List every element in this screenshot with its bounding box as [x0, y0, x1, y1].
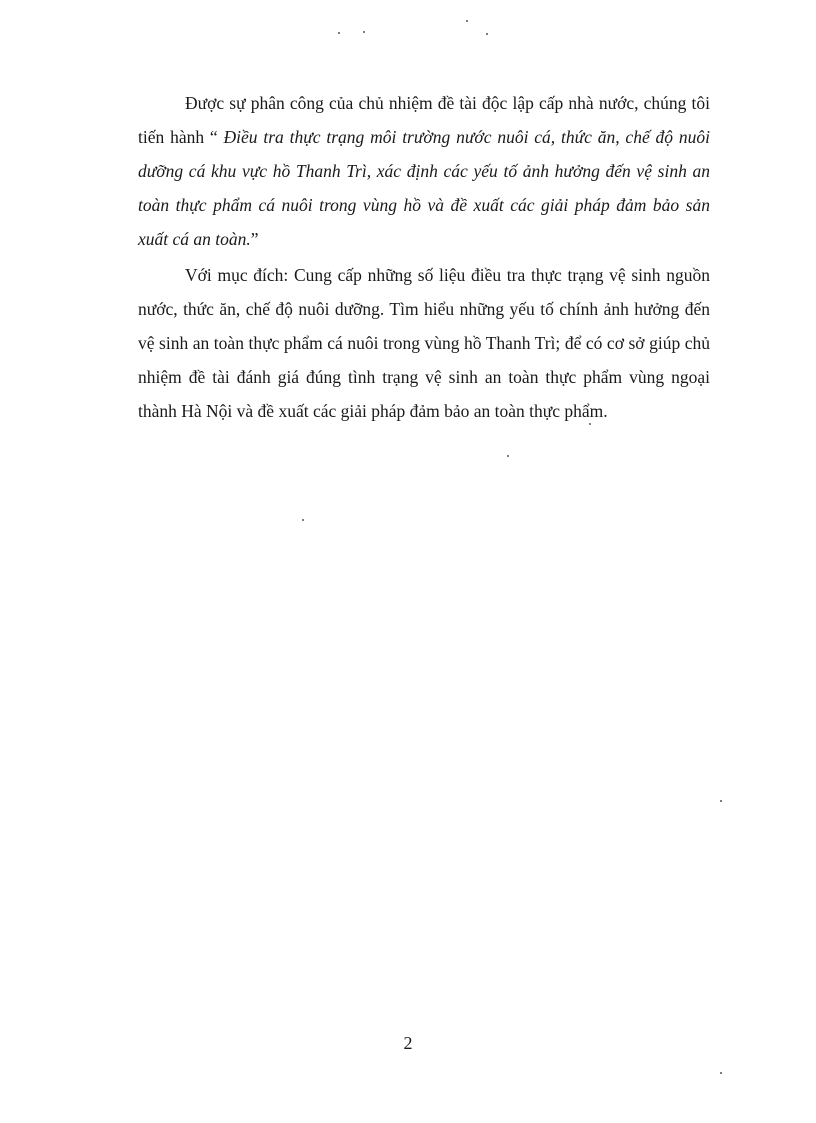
body-text [138, 86, 710, 430]
page-number: 2 [403, 1033, 413, 1053]
paragraph-purpose [138, 258, 710, 428]
scan-speck [338, 32, 340, 34]
scan-speck [507, 455, 509, 457]
paragraph-assignment [138, 86, 710, 256]
scan-speck [363, 31, 365, 33]
scan-speck [720, 1072, 722, 1074]
study-title: Điều tra thực trạng môi trường nước nuôi cá, thức ăn, chế độ nuôi dưỡng cá khu vực hồ Thanh Trì, xác định các yếu tố ảnh hưởng đến vệ sinh an toàn thực phẩm cá nuôi trong vùng hồ và đề xuất các giải pháp đảm bảo sản xuất cá an toàn. [138, 127, 710, 249]
scan-speck [720, 800, 722, 802]
scan-speck [302, 519, 304, 521]
paragraph-purpose-text: Với mục đích: Cung cấp những số liệu điều tra thực trạng vệ sinh nguồn nước, thức ăn, chế độ nuôi dưỡng. Tìm hiểu những yếu tố chính ảnh hưởng đến vệ sinh an toàn thực phẩm cá nuôi trong vùng hồ Thanh Trì; để có cơ sở giúp chủ nhiệm đề tài đánh giá đúng tình trạng vệ sinh an toàn thực phẩm vùng ngoại thành Hà Nội và đề xuất các giải pháp đảm bảo an toàn thực phẩm. [138, 265, 710, 421]
scan-speck [589, 423, 591, 425]
paragraph-assignment-intro: Được sự phân công của chủ nhiệm đề tài độc lập cấp nhà nước, chúng tôi tiến hành “ [138, 93, 710, 147]
scan-speck [466, 20, 468, 22]
paragraph-assignment-close-quote: ” [250, 229, 259, 249]
scan-speck [486, 33, 488, 35]
